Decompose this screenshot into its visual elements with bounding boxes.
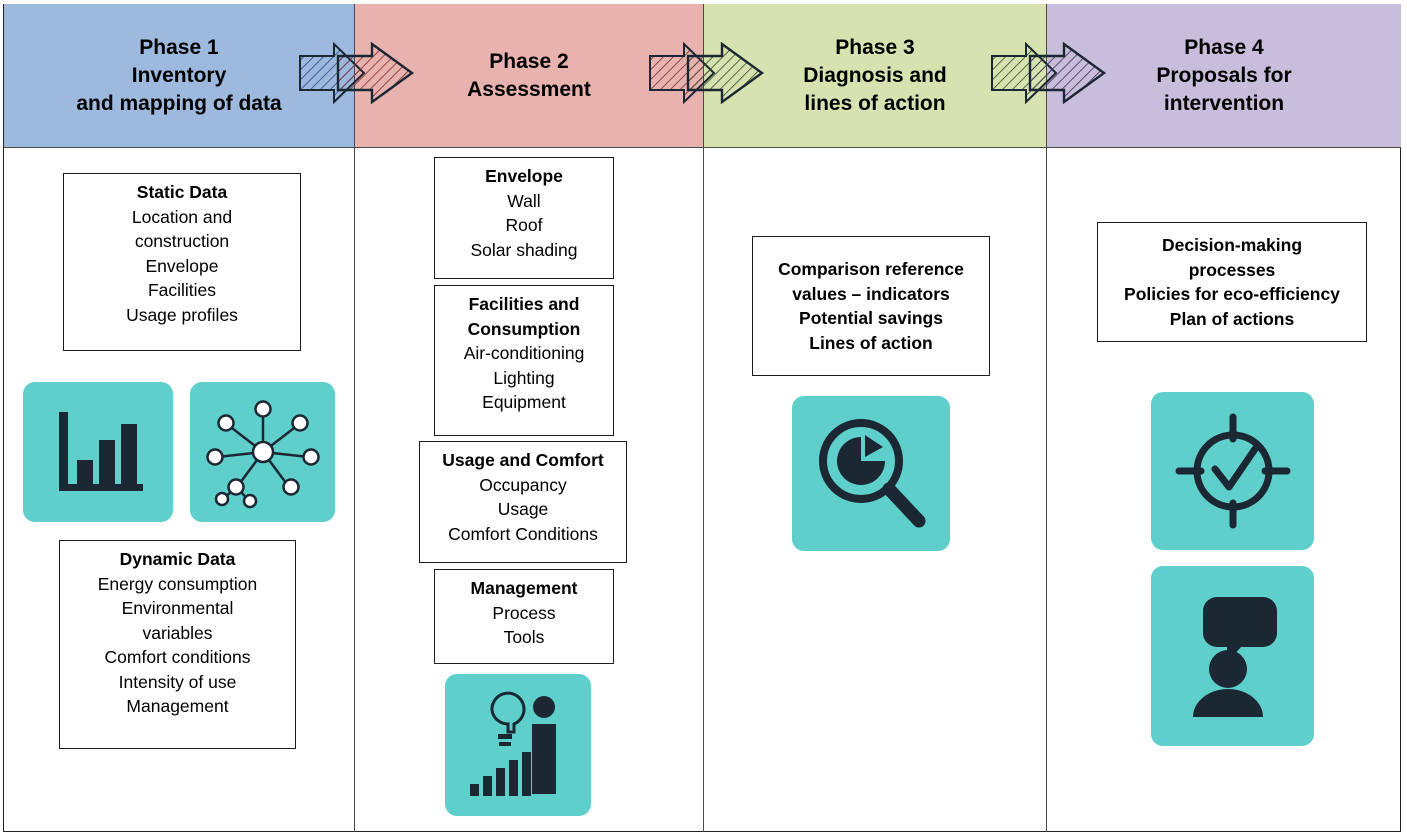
- phase-subtitle-1-line2: and mapping of data: [76, 91, 282, 115]
- static-data-line-4: Facilities: [147, 280, 217, 300]
- dynamic-data-line-5: Intensity of use: [118, 671, 237, 692]
- static-data-box: [63, 173, 301, 351]
- bar-chart-icon: [43, 402, 153, 502]
- phase-header-1: [4, 4, 354, 148]
- phase-subtitle-3-line1: Diagnosis and: [803, 63, 947, 87]
- static-data-heading: Static Data: [136, 182, 228, 202]
- proposals-line-1: Decision-making: [1161, 235, 1303, 255]
- envelope-line-3: Solar shading: [470, 239, 578, 260]
- dynamic-data-box: [59, 540, 296, 749]
- facilities-consumption-line-2: Lighting: [493, 367, 555, 388]
- phase-subtitle-4-line2: intervention: [1163, 91, 1285, 115]
- dynamic-data-line-1: Energy consumption: [97, 573, 258, 594]
- phase-column-1: [4, 4, 354, 832]
- facilities-consumption-box: [434, 285, 614, 436]
- management-box: [434, 569, 614, 664]
- magnifier-pie-icon-tile: [792, 396, 950, 551]
- static-data-line-2: construction: [134, 231, 230, 251]
- phase-column-3: [704, 4, 1046, 832]
- phase-header-2: [355, 4, 703, 148]
- lightbulb-person-chart-icon: [462, 690, 574, 800]
- management-line-1: Process: [492, 602, 556, 623]
- management-line-2: Tools: [503, 627, 545, 647]
- management-heading: Management: [470, 578, 578, 598]
- facilities-consumption-heading-line1: Facilities and: [468, 294, 580, 314]
- static-data-line-1: Location and: [131, 206, 233, 227]
- dynamic-data-line-2: Environmental: [121, 598, 234, 618]
- dynamic-data-line-6: Management: [126, 696, 229, 716]
- proposals-line-2: processes: [1188, 259, 1276, 280]
- target-check-icon-tile: [1151, 392, 1314, 550]
- proposals-summary-box: [1097, 222, 1367, 342]
- phase-subtitle-3-line2: lines of action: [804, 91, 946, 115]
- proposals-line-3: Policies for eco-efficiency: [1124, 284, 1340, 304]
- magnifier-pie-icon: [811, 415, 931, 533]
- phase-title-3: Phase 3: [835, 35, 915, 59]
- person-speech-icon-tile: [1151, 566, 1314, 746]
- diagnosis-line-2: values – indicators: [792, 283, 950, 304]
- diagnosis-line-3: Potential savings: [799, 308, 943, 328]
- phase-header-3: [704, 4, 1046, 148]
- proposals-line-4: Plan of actions: [1169, 308, 1295, 329]
- phase-subtitle-1-line1: Inventory: [131, 63, 227, 87]
- static-data-line-3: Envelope: [145, 255, 219, 276]
- usage-comfort-line-1: Occupancy: [479, 474, 567, 495]
- target-check-icon: [1171, 411, 1295, 531]
- facilities-consumption-line-3: Equipment: [482, 392, 566, 412]
- facilities-consumption-heading-line2: Consumption: [467, 318, 581, 339]
- phase-title-4: Phase 4: [1184, 35, 1264, 59]
- dynamic-data-line-4: Comfort conditions: [104, 647, 251, 667]
- envelope-heading: Envelope: [485, 166, 563, 186]
- phase-header-4: [1047, 4, 1401, 148]
- bar-chart-icon-tile: [23, 382, 173, 522]
- phase-subtitle-2-line1: Assessment: [467, 77, 591, 101]
- person-speech-icon: [1173, 591, 1293, 721]
- lightbulb-person-chart-icon-tile: [445, 674, 591, 816]
- diagnosis-line-4: Lines of action: [809, 332, 933, 353]
- envelope-box: [434, 157, 614, 279]
- dynamic-data-line-3: variables: [142, 622, 213, 643]
- network-nodes-icon: [203, 395, 323, 510]
- static-data-line-5: Usage profiles: [126, 304, 238, 325]
- diagnosis-summary-box: [752, 236, 990, 376]
- dynamic-data-heading: Dynamic Data: [119, 549, 236, 569]
- phase-column-2: [355, 4, 703, 832]
- envelope-line-1: Wall: [507, 190, 541, 211]
- diagnosis-line-1: Comparison reference: [778, 259, 964, 279]
- usage-comfort-line-3: Comfort Conditions: [448, 523, 598, 544]
- phase-title-1: Phase 1: [139, 35, 219, 59]
- phase-title-2: Phase 2: [489, 49, 569, 73]
- facilities-consumption-line-1: Air-conditioning: [463, 343, 585, 363]
- phase-subtitle-4-line1: Proposals for: [1156, 63, 1292, 87]
- network-nodes-icon-tile: [190, 382, 335, 522]
- usage-comfort-line-2: Usage: [497, 499, 549, 519]
- usage-comfort-box: [419, 441, 627, 563]
- phase-column-4: [1047, 4, 1401, 832]
- usage-comfort-heading: Usage and Comfort: [442, 450, 604, 470]
- envelope-line-2: Roof: [505, 215, 543, 235]
